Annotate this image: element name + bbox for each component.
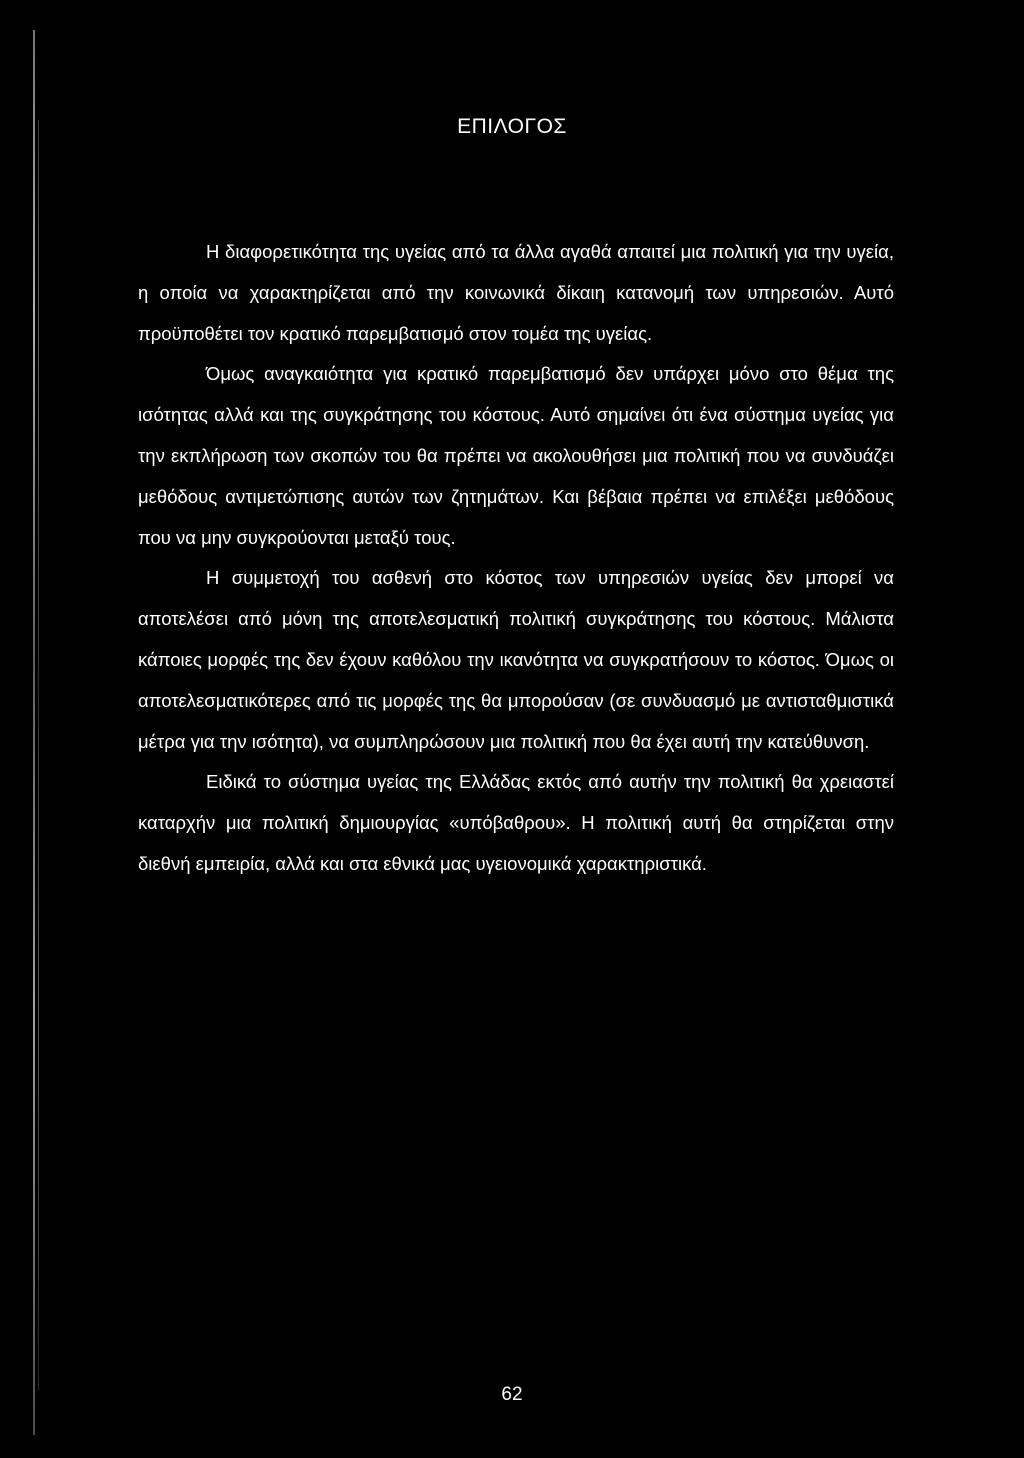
paragraph-4: Ειδικά το σύστημα υγείας της Ελλάδας εκτός από αυτήν την πολιτική θα χρειαστεί καταρχήν μια πολιτική δημιουργίας «υπόβαθρου». Η πολιτική αυτή θα στηρίζεται στην διεθνή εμπειρία, αλλά και στα εθνικά μας υγειονομικά χαρακτηριστικά. xyxy=(138,771,894,874)
paragraph-2: Όμως αναγκαιότητα για κρατικό παρεμβατισμό δεν υπάρχει μόνο στο θέμα της ισότητας αλλά και της συγκράτησης του κόστους. Αυτό σημαίνει ότι ένα σύστημα υγείας για την εκπλήρωση των σκοπών του θα πρέπει να ακολουθήσει μια πολιτική που να συνδυάζει μεθόδους αντιμετώπισης αυτών των ζητημάτων. Και βέβαια πρέπει να επιλέξει μεθόδους που να μην συγκρούονται μεταξύ τους. xyxy=(138,363,894,548)
scan-edge-line xyxy=(33,30,35,1435)
page-number: 62 xyxy=(501,1384,523,1405)
scan-edge-line-inner xyxy=(38,120,39,1390)
paragraph-3: Η συμμετοχή του ασθενή στο κόστος των υπηρεσιών υγείας δεν μπορεί να αποτελέσει από μόνη της αποτελεσματική πολιτική συγκράτησης του κόστους. Μάλιστα κάποιες μορφές της δεν έχουν καθόλου την ικανότητα να συγκρατήσουν το κόστος. Όμως οι αποτελεσματικότερες από τις μορφές της θα μπορούσαν (σε συνδυασμό με αντισταθμιστικά μέτρα για την ισότητα), να συμπληρώσουν μια πολιτική που θα έχει αυτή την κατεύθυνση. xyxy=(138,567,894,752)
body-text xyxy=(138,232,894,885)
page-title: ΕΠΙΛΟΓΟΣ xyxy=(457,115,567,138)
paragraph-1: Η διαφορετικότητα της υγείας από τα άλλα αγαθά απαιτεί μια πολιτική για την υγεία, η οποία να χαρακτηρίζεται από την κοινωνικά δίκαιη κατανομή των υπηρεσιών. Αυτό προϋποθέτει τον κρατικό παρεμβατισμό στον τομέα της υγείας. xyxy=(138,241,894,344)
